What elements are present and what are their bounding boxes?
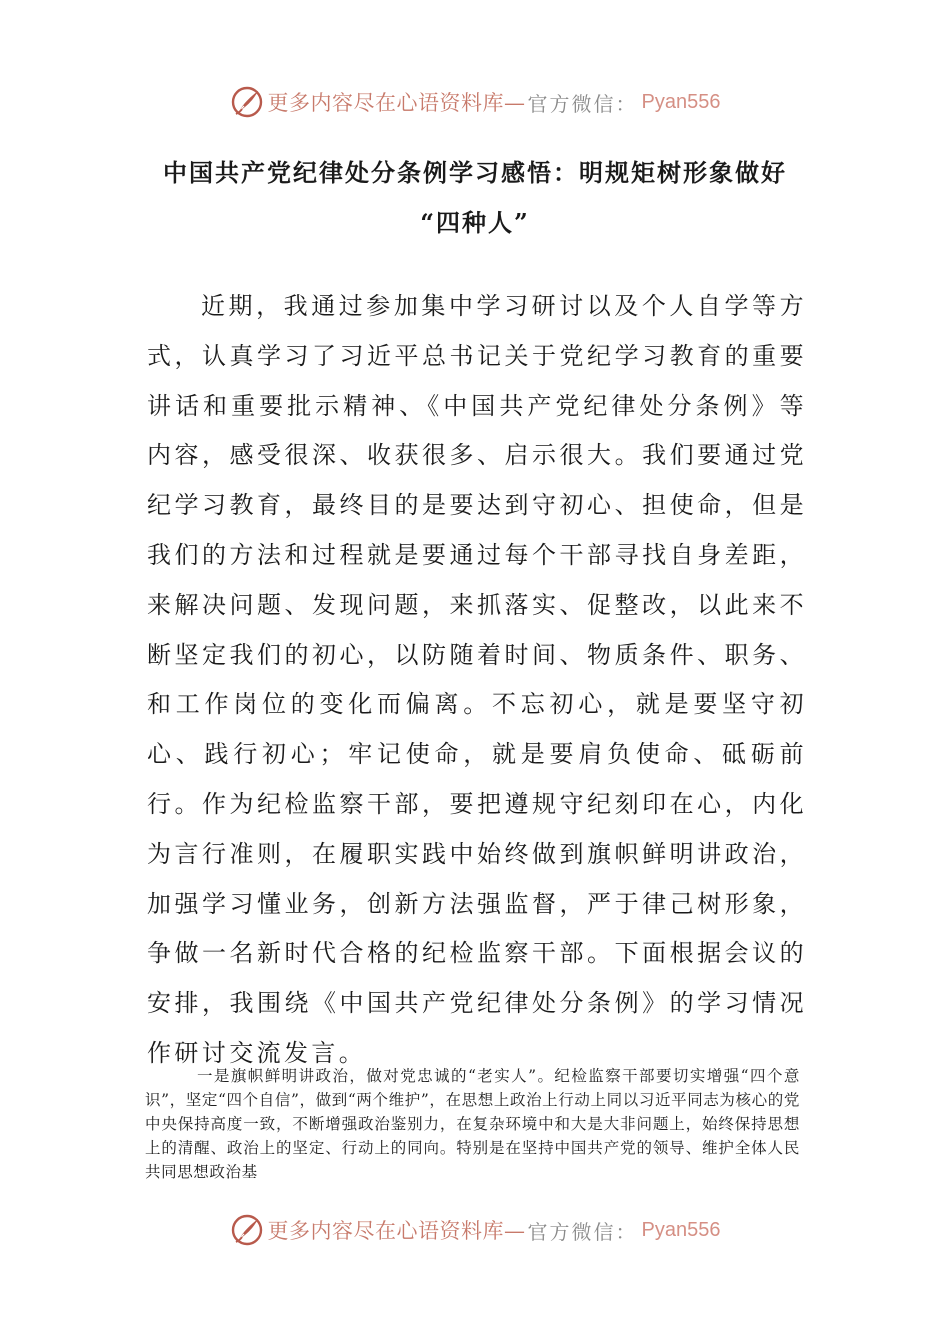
body-paragraph: 近期，我通过参加集中学习研讨以及个人自学等方式，认真学习了习近平总书记关于党纪学习教育的重要讲话和重要批示精神、《中国共产党纪律处分条例》等内容，感受很深、收获很多、启示很大。我们要通过党纪学习教育，最终目的是要达到守初心、担使命，但是我们的方法和过程就是要通过每个干部寻找自身差距，来解决问题、发现问题，来抓落实、促整改，以此来不断坚定我们的初心，以防随着时间、物质条件、职务、和工作岗位的变化而偏离。不忘初心，就是要坚守初心、践行初心；牢记使命，就是要肩负使命、砥砺前行。作为纪检监察干部，要把遵规守纪刻印在心，内化为言行准则，在履职实践中始终做到旗帜鲜明讲政治，加强学习懂业务，创新方法强监督，严于律己树形象，争做一名新时代合格的纪检监察干部。下面根据会议的安排，我围绕《中国共产党纪律处分条例》的学习情况作研讨交流发言。: [147, 292, 807, 1067]
banner-wechat-id: Pyan556: [641, 90, 721, 113]
banner-main-text: 更多内容尽在心语资料库—: [267, 91, 526, 115]
quill-pen-logo-icon: [230, 1213, 264, 1247]
document-title: [150, 148, 800, 248]
quill-pen-logo-icon: [230, 85, 264, 119]
header-watermark-banner: [0, 82, 950, 122]
banner-wechat-label: 官方微信：: [527, 91, 638, 116]
title-line-1: 中国共产党纪律处分条例学习感悟：明规矩树形象做好: [163, 158, 787, 187]
banner-wechat-label: 官方微信：: [527, 1219, 638, 1244]
banner-main-text: 更多内容尽在心语资料库—: [267, 1219, 526, 1243]
title-line-2: “四种人”: [420, 208, 530, 237]
banner-wechat-id: Pyan556: [641, 1218, 721, 1241]
point-one-paragraph: 一是旗帜鲜明讲政治，做对党忠诚的“老实人”。纪检监察干部要切实增强“四个意识”，坚定“四个自信”，做到“两个维护”，在思想上政治上行动上同以习近平同志为核心的党中央保持高度一致，不断增强政治鉴别力，在复杂环境中和大是大非问题上，始终保持思想上的清醒、政治上的坚定、行动上的同向。特别是在坚持中国共产党的领导、维护全体人民共同思想政治基: [145, 1067, 800, 1181]
footer-watermark-banner: [0, 1210, 950, 1250]
